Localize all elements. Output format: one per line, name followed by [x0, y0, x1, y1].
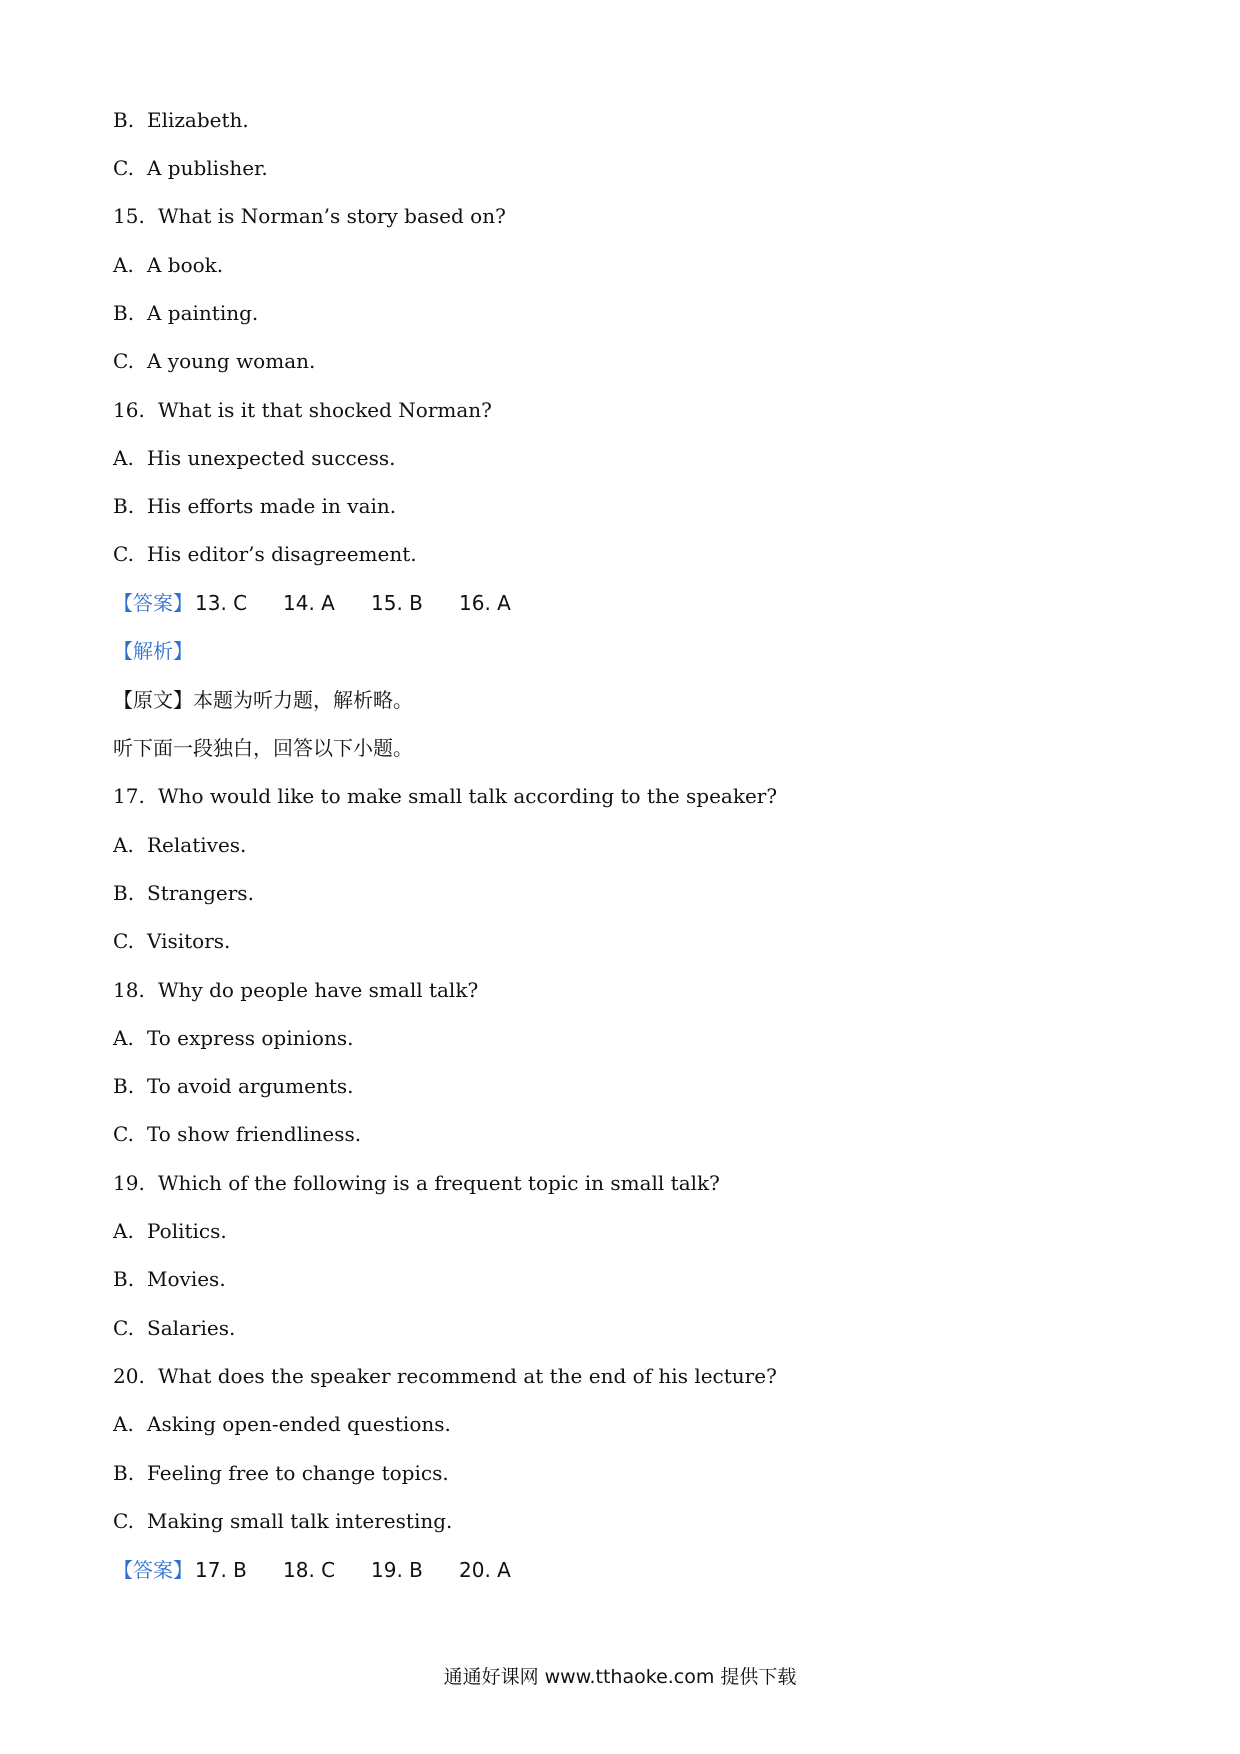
option-text: Making small talk interesting. [147, 1509, 453, 1533]
option-label: B. [113, 881, 135, 905]
q20-option-b [113, 1459, 449, 1487]
answer-tag: 【答案】 [113, 1558, 193, 1582]
original-text-note: 【原文】本题为听力题，解析略。 [113, 688, 413, 712]
q16-option-a [113, 444, 395, 472]
q16-option-b [113, 492, 396, 520]
option-label: A. [113, 253, 134, 277]
option-label: B. [113, 1267, 135, 1291]
option-label: C. [113, 349, 134, 373]
question-16 [113, 396, 492, 424]
option-text: Visitors. [147, 929, 231, 953]
q18-option-a [113, 1024, 353, 1052]
answer-value: 19. B [371, 1558, 423, 1582]
question-20 [113, 1362, 777, 1390]
question-number: 17. [113, 784, 145, 808]
option-text: To avoid arguments. [147, 1074, 354, 1098]
option-label: C. [113, 1122, 134, 1146]
q17-option-c [113, 927, 230, 955]
option-text: To express opinions. [147, 1026, 354, 1050]
option-label: C. [113, 929, 134, 953]
question-number: 15. [113, 204, 145, 228]
question-number: 20. [113, 1364, 145, 1388]
q19-option-c [113, 1314, 235, 1342]
analysis-tag: 【解析】 [113, 639, 193, 663]
option-c [113, 154, 268, 182]
option-b [113, 106, 249, 134]
option-label: B. [113, 108, 135, 132]
option-text: Movies. [147, 1267, 226, 1291]
question-text: Which of the following is a frequent topic in small talk? [158, 1171, 720, 1195]
question-text: What is Norman’s story based on? [158, 204, 506, 228]
option-text: Salaries. [147, 1316, 236, 1340]
question-text: What does the speaker recommend at the end of his lecture? [158, 1364, 777, 1388]
option-label: C. [113, 1316, 134, 1340]
option-label: B. [113, 1074, 135, 1098]
q18-option-c [113, 1120, 361, 1148]
answer-tag: 【答案】 [113, 591, 193, 615]
section-instruction: 听下面一段独白，回答以下小题。 [113, 736, 413, 760]
answer-value: 15. B [371, 591, 423, 615]
question-number: 18. [113, 978, 145, 1002]
option-text: A publisher. [147, 156, 268, 180]
q15-option-a [113, 251, 223, 279]
option-label: C. [113, 156, 134, 180]
q18-option-b [113, 1072, 354, 1100]
answer-line-2 [113, 1556, 547, 1584]
q20-option-c [113, 1507, 452, 1535]
option-text: Relatives. [147, 833, 247, 857]
answer-value: 16. A [459, 591, 511, 615]
option-text: A young woman. [147, 349, 316, 373]
option-label: C. [113, 542, 134, 566]
question-15 [113, 202, 506, 230]
option-label: B. [113, 301, 135, 325]
answer-value: 17. B [195, 1558, 247, 1582]
question-18 [113, 976, 478, 1004]
option-text: To show friendliness. [147, 1122, 362, 1146]
answer-value: 18. C [283, 1558, 336, 1582]
option-text: Elizabeth. [147, 108, 249, 132]
page-footer: 通通好课网 www.tthaoke.com 提供下载 [443, 1666, 797, 1688]
option-text: Asking open-ended questions. [147, 1412, 451, 1436]
option-text: Politics. [147, 1219, 227, 1243]
answer-line-1 [113, 589, 547, 617]
option-text: His editor’s disagreement. [147, 542, 417, 566]
option-text: His efforts made in vain. [147, 494, 397, 518]
option-label: B. [113, 1461, 135, 1485]
option-text: His unexpected success. [147, 446, 396, 470]
q17-option-a [113, 831, 246, 859]
question-text: Why do people have small talk? [158, 978, 479, 1002]
q15-option-b [113, 299, 258, 327]
option-label: A. [113, 1219, 134, 1243]
question-17 [113, 782, 777, 810]
option-text: A painting. [147, 301, 259, 325]
option-text: Feeling free to change topics. [147, 1461, 449, 1485]
question-number: 16. [113, 398, 145, 422]
option-label: A. [113, 833, 134, 857]
q16-option-c [113, 540, 417, 568]
q19-option-a [113, 1217, 227, 1245]
option-label: C. [113, 1509, 134, 1533]
option-text: Strangers. [147, 881, 254, 905]
question-19 [113, 1169, 720, 1197]
option-label: A. [113, 1026, 134, 1050]
question-text: Who would like to make small talk according to the speaker? [158, 784, 778, 808]
answer-value: 13. C [195, 591, 248, 615]
question-number: 19. [113, 1171, 145, 1195]
q15-option-c [113, 347, 315, 375]
option-label: A. [113, 1412, 134, 1436]
q20-option-a [113, 1410, 451, 1438]
answer-value: 20. A [459, 1558, 511, 1582]
option-text: A book. [147, 253, 224, 277]
q17-option-b [113, 879, 254, 907]
option-label: A. [113, 446, 134, 470]
option-label: B. [113, 494, 135, 518]
question-text: What is it that shocked Norman? [158, 398, 492, 422]
answer-value: 14. A [283, 591, 335, 615]
q19-option-b [113, 1265, 226, 1293]
analysis-heading [113, 637, 193, 665]
